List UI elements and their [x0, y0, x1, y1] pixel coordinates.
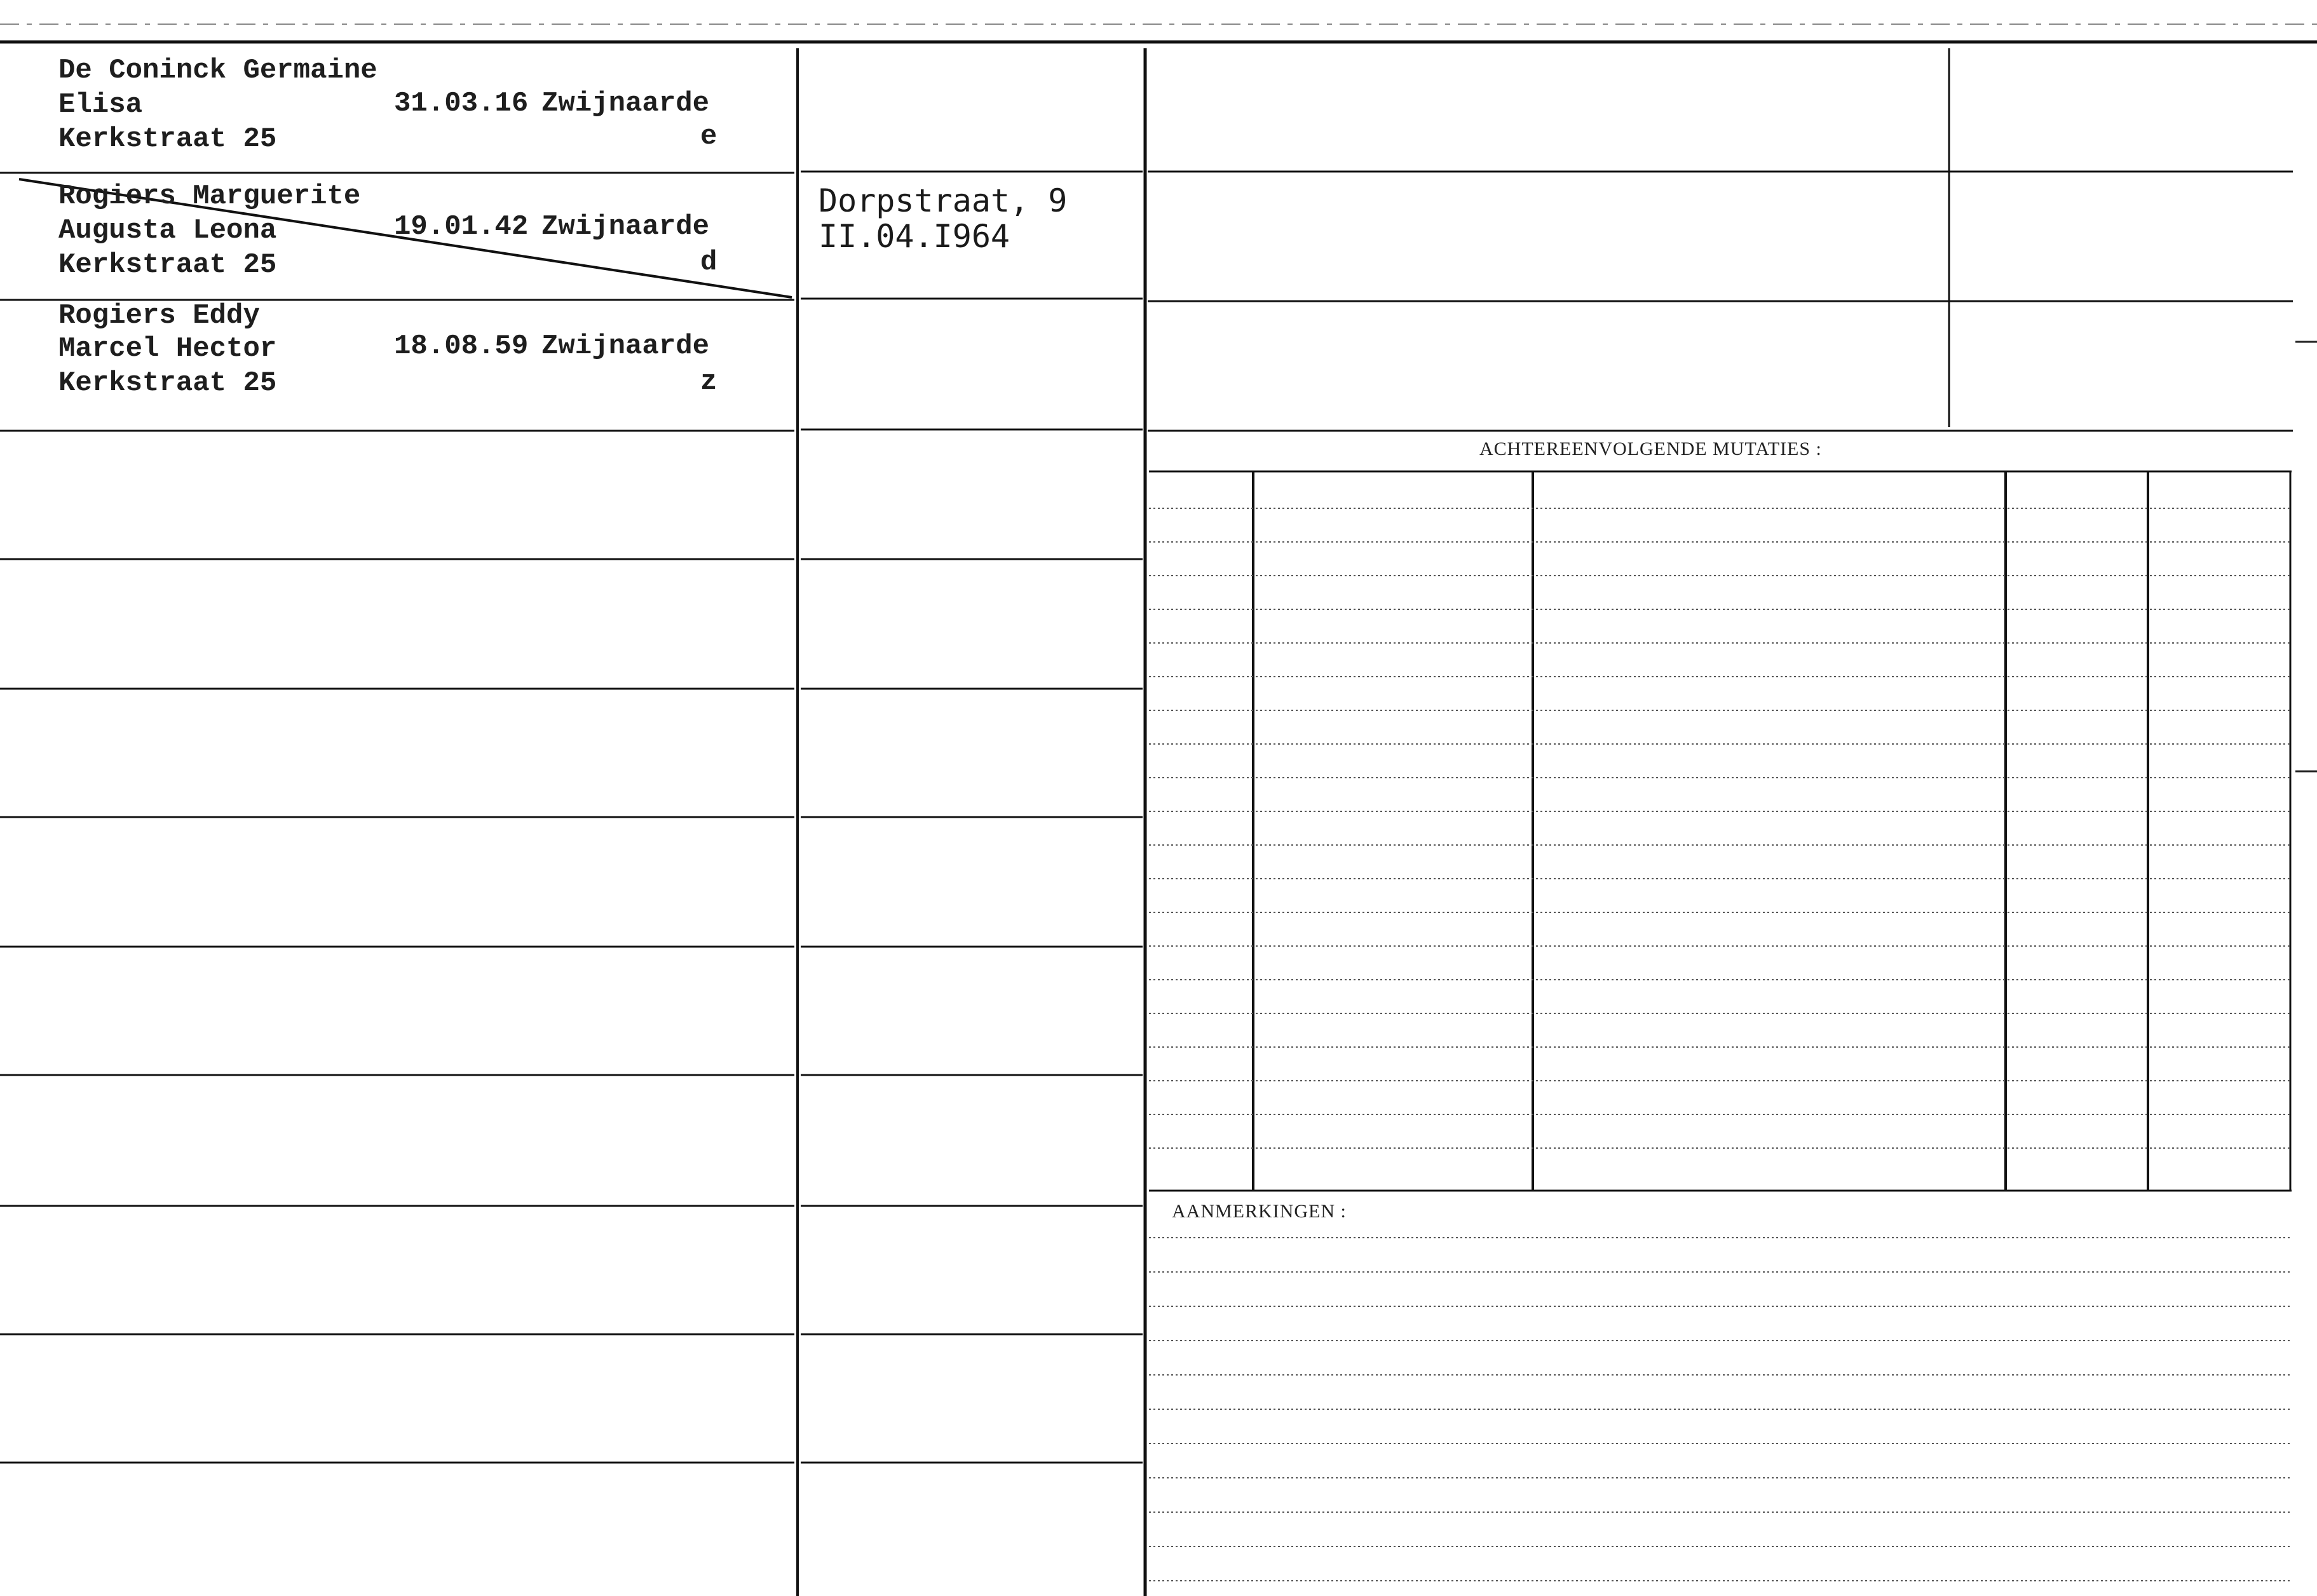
record-2-surname: Rogiers Marguerite	[58, 180, 361, 212]
record-3-street: Kerkstraat 25	[58, 367, 277, 399]
record-2-code: d	[700, 247, 717, 278]
record-2-new-address-date: II.04.I964	[819, 218, 1010, 255]
record-2-birth-place: Zwijnaarde	[541, 211, 710, 243]
middle-row-separators	[801, 172, 1143, 1463]
mutations-dotted-lines	[1149, 508, 2290, 1148]
record-3-birth-place: Zwijnaarde	[541, 330, 710, 362]
record-3-given-names: Marcel Hector	[58, 333, 277, 365]
record-1-birth-place: Zwijnaarde	[541, 88, 710, 119]
record-2-birth-date: 19.01.42	[394, 211, 529, 243]
record-2-given-names: Augusta Leona	[58, 215, 277, 247]
record-2-new-address: Dorpstraat, 9	[819, 182, 1068, 219]
record-1-given-names: Elisa	[58, 89, 143, 121]
record-1-street: Kerkstraat 25	[58, 123, 277, 155]
record-3-code: z	[700, 366, 717, 398]
record-2-street: Kerkstraat 25	[58, 249, 277, 281]
record-1-surname: De Coninck Germaine	[58, 55, 377, 86]
record-3-surname: Rogiers Eddy	[58, 300, 260, 332]
record-1-birth-date: 31.03.16	[394, 88, 529, 119]
mutations-title: ACHTEREENVOLGENDE MUTATIES :	[1479, 438, 1822, 459]
record-1-code: e	[700, 121, 717, 152]
remarks-dotted-lines	[1149, 1238, 2292, 1581]
remarks-title: AANMERKINGEN :	[1172, 1201, 1347, 1222]
mutations-table-frame	[1149, 471, 2292, 1191]
right-row-separators	[1148, 172, 2293, 431]
record-3-birth-date: 18.08.59	[394, 330, 529, 362]
